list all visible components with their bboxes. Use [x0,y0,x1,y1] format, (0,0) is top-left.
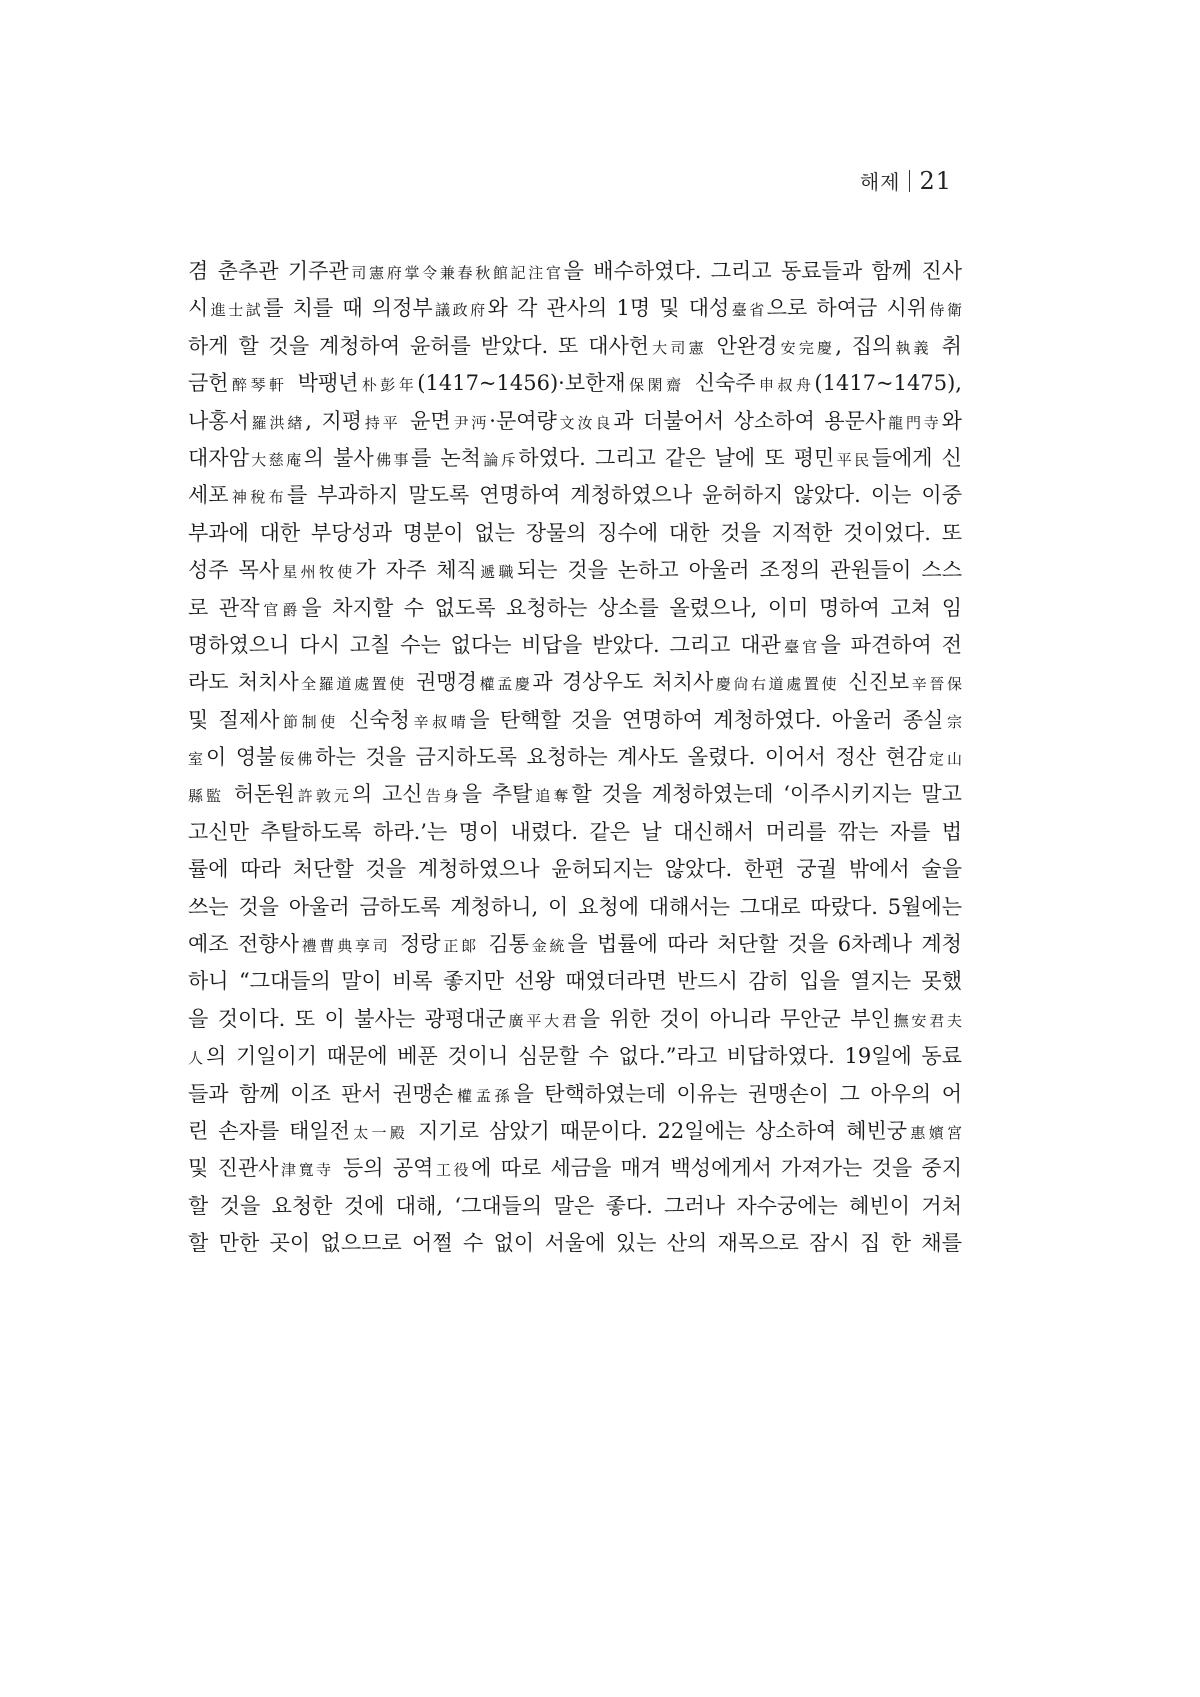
text-run: 린 손자를 태일전 [188,1118,350,1143]
running-head [860,166,952,195]
text-run: 을 차지할 수 없도록 요청하는 상소를 올렸으나, 이미 명하여 고쳐 임 [301,595,962,620]
text-line [188,440,962,477]
hanja-gloss: 尹沔 [450,413,490,432]
text-run: 을 법률에 따라 처단할 것을 6차례나 계청 [567,932,962,957]
text-run: 을 탄핵하였는데 이유는 권맹손이 그 아우의 어 [513,1081,962,1106]
text-run: 신숙주 [684,371,756,396]
hanja-gloss: 津寬寺 [278,1161,334,1180]
hanja-gloss: 司憲府掌令兼春秋館記注官 [348,264,564,282]
hanja-gloss: 安完慶 [777,338,836,357]
text-run: 를 논척 [410,445,481,470]
hanja-gloss: 告身 [422,787,462,806]
text-run: 등의 공역 [333,1156,434,1181]
text-run: 를 부과하지 말도록 연명하여 계청하였으나 윤허하지 않았다. 이는 이중 [286,483,962,508]
text-run: 라도 처치사 [188,670,299,695]
text-run: 의 고신 [351,782,423,807]
text-line [188,1113,962,1150]
text-run: 금헌 [188,371,229,396]
hanja-gloss: 大慈庵 [248,450,304,469]
text-line [188,1150,962,1187]
text-run: 윤면 [400,408,451,433]
hanja-gloss: 工役 [433,1161,472,1180]
text-run: 을 배수하였다. 그리고 동료들과 함께 진사 [563,259,962,283]
hanja-gloss: 保閑齋 [625,376,685,395]
text-run: 및 진관사 [188,1156,279,1181]
hanja-gloss: 宗 [943,712,962,731]
hanja-gloss: 臺官 [780,637,821,656]
hanja-gloss: 權孟孫 [453,1086,514,1105]
text-run: 와 [941,408,962,433]
text-line [188,889,962,926]
hanja-gloss: 辛晉保 [909,675,962,694]
hanja-gloss: 正郞 [440,937,479,956]
text-run: 와 각 관사의 1명 및 대성 [487,296,730,321]
text-line [188,365,962,402]
hanja-gloss: 神稅布 [228,488,287,507]
hanja-gloss: 官爵 [259,600,302,619]
hanja-gloss: 醉琴軒 [228,376,288,395]
text-run: 로 관작 [188,595,260,620]
hanja-gloss: 進士試 [208,301,264,320]
text-line [188,664,962,701]
text-run: 할 만한 곳이 없으므로 어쩔 수 없이 서울에 있는 산의 재목으로 잠시 집 한 채를 [188,1231,962,1256]
text-run: 나홍서 [188,408,249,433]
hanja-gloss: 羅洪緖 [248,413,306,432]
text-run: 명하였으니 다시 고칠 수는 없다는 비답을 받았다. 그리고 대관 [188,632,781,657]
body-text [188,253,962,1263]
text-run: 을 위한 것이 아니라 무안군 부인 [579,1006,891,1031]
text-line [188,739,962,776]
text-run: ·문여량 [489,408,557,433]
hanja-gloss: 縣監 [188,787,225,806]
hanja-gloss: 臺省 [729,301,767,320]
text-run: 들에게 신 [871,445,962,470]
hanja-gloss: 朴彭年 [358,376,418,395]
text-run: 을 것이다. 또 이 불사는 광평대군 [188,1006,506,1031]
text-line [188,1225,962,1262]
hanja-gloss: 權孟慶 [477,675,533,694]
text-run: 하니 “그대들의 말이 비록 좋지만 선왕 때였더라면 반드시 감히 입을 열지는 못했 [188,969,962,994]
text-run: 하는 것을 금지하도록 요청하는 계사도 올렸다. 이어서 정산 현감 [315,745,927,770]
hanja-gloss: 全羅道處置使 [298,675,407,694]
hanja-gloss: 金統 [528,937,568,956]
hanja-gloss: 定山 [926,750,962,769]
hanja-gloss: 議政府 [432,301,488,320]
text-run: 성주 목사 [188,558,280,583]
hanja-gloss: 許敦元 [294,787,352,806]
hanja-gloss: 龍門寺 [885,413,942,432]
text-run: 겸 춘추관 기주관 [188,259,349,283]
text-run: 할 것을 계청하였는데 ‘이주시키지는 말고 [571,782,962,807]
hanja-gloss: 慶尙右道處置使 [713,675,840,694]
hanja-gloss: 惠嬪宮 [907,1123,962,1142]
text-run: 가 자주 체직 [355,558,477,583]
text-run: 를 치를 때 의정부 [263,296,433,321]
text-line [188,1188,962,1225]
page-number: 21 [919,166,952,195]
text-line [188,1076,962,1113]
hanja-gloss: 室 [188,750,206,769]
text-line [188,477,962,514]
text-run: 과 경상우도 처치사 [532,670,714,695]
text-line [188,776,962,813]
text-run: 세포 [188,483,229,508]
text-run: 허돈원 [224,782,295,807]
text-line [188,328,962,365]
text-run: 의 기일이기 때문에 베푼 것이니 심문할 수 없다.”라고 비답하였다. 19일에 동료 [206,1044,962,1069]
hanja-gloss: 廣平大君 [505,1011,580,1030]
hanja-gloss: 撫安君夫 [890,1011,962,1030]
hanja-gloss: 人 [188,1049,206,1068]
text-run: 쓰는 것을 아울러 금하도록 계청하니, 이 요청에 대해서는 그대로 따랐다. 5월에는 [188,894,962,919]
text-line [188,403,962,440]
text-run: 예조 전향사 [188,932,299,957]
text-line [188,814,962,851]
hanja-gloss: 論斥 [480,450,519,469]
text-run: , 집의 [835,333,893,358]
text-line [188,851,962,888]
hanja-gloss: 申叔舟 [755,376,815,395]
hanja-gloss: 平民 [834,450,872,469]
text-line [188,926,962,963]
text-run: 률에 따라 처단할 것을 계청하였으나 윤허되지는 않았다. 한편 궁궐 밖에서 술을 [188,857,962,882]
text-run: 하게 할 것을 계청하여 윤허를 받았다. 또 대사헌 [188,333,650,358]
text-line [188,515,962,552]
text-run: 박팽년 [287,371,359,396]
text-run: 할 것을 요청한 것에 대해, ‘그대들의 말은 좋다. 그러나 자수궁에는 혜빈이 거처 [188,1193,962,1218]
text-run: 을 파견하여 전 [820,632,962,657]
hanja-gloss: 節制使 [279,712,339,731]
text-line [188,552,962,589]
text-line [188,253,962,290]
text-line [188,1038,962,1075]
text-run: 고신만 추탈하도록 하라.’는 명이 내렸다. 같은 날 대신해서 머리를 깎는 자를 법 [188,819,962,844]
text-run: 으로 하여금 시위 [766,296,928,321]
text-run: 하였다. 그리고 같은 날에 또 평민 [518,445,835,470]
hanja-gloss: 禮曹典享司 [298,937,391,956]
text-run: 부과에 대한 부당성과 명분이 없는 장물의 징수에 대한 것을 지적한 것이었다. 또 [188,520,962,545]
text-line [188,1001,962,1038]
header-divider [909,170,910,192]
hanja-gloss: 辛叔晴 [409,712,470,731]
text-line [188,963,962,1000]
hanja-gloss: 太一殿 [349,1123,409,1142]
hanja-gloss: 執義 [892,338,932,357]
text-run: 시 [188,296,209,321]
text-run: 의 불사 [303,445,374,470]
text-run: 을 추탈 [461,782,533,807]
text-line [188,290,962,327]
text-run: 이 영불 [205,745,277,770]
hanja-gloss: 大司憲 [649,338,707,357]
text-run: 대자암 [188,445,249,470]
text-run: 들과 함께 이조 판서 권맹손 [188,1081,454,1106]
text-line [188,627,962,664]
text-run: 김통 [478,932,529,957]
text-run: , 지평 [305,408,363,433]
hanja-gloss: 佞佛 [276,750,316,769]
hanja-gloss: 侍衛 [927,301,962,320]
hanja-gloss: 追奪 [532,787,572,806]
hanja-gloss: 文汝良 [556,413,614,432]
text-run: (1417~1475), [814,371,962,396]
text-run: 되는 것을 논하고 아울러 조정의 관원들이 스스 [516,558,962,583]
text-run: (1417~1456)·보한재 [417,371,626,396]
section-title: 해제 [859,170,901,194]
text-run: 취 [931,333,962,358]
hanja-gloss: 遞職 [476,563,517,582]
text-run: 정랑 [390,932,441,957]
text-run: 과 더불어서 상소하여 용문사 [613,408,886,433]
text-run: 안완경 [706,333,778,358]
text-run: 을 탄핵할 것을 연명하여 계청하였다. 아울러 종실 [469,707,944,732]
text-line [188,590,962,627]
text-run: 신숙청 [338,707,410,732]
text-run: 에 따로 세금을 매겨 백성에게서 가져가는 것을 중지 [471,1156,962,1181]
text-line [188,702,962,739]
text-run: 지기로 삼았기 때문이다. 22일에는 상소하여 혜빈궁 [408,1118,908,1143]
hanja-gloss: 星州牧使 [279,563,356,582]
hanja-gloss: 持平 [362,413,401,432]
text-run: 권맹경 [406,670,478,695]
text-run: 및 절제사 [188,707,280,732]
hanja-gloss: 佛事 [373,450,411,469]
text-run: 신진보 [839,670,910,695]
